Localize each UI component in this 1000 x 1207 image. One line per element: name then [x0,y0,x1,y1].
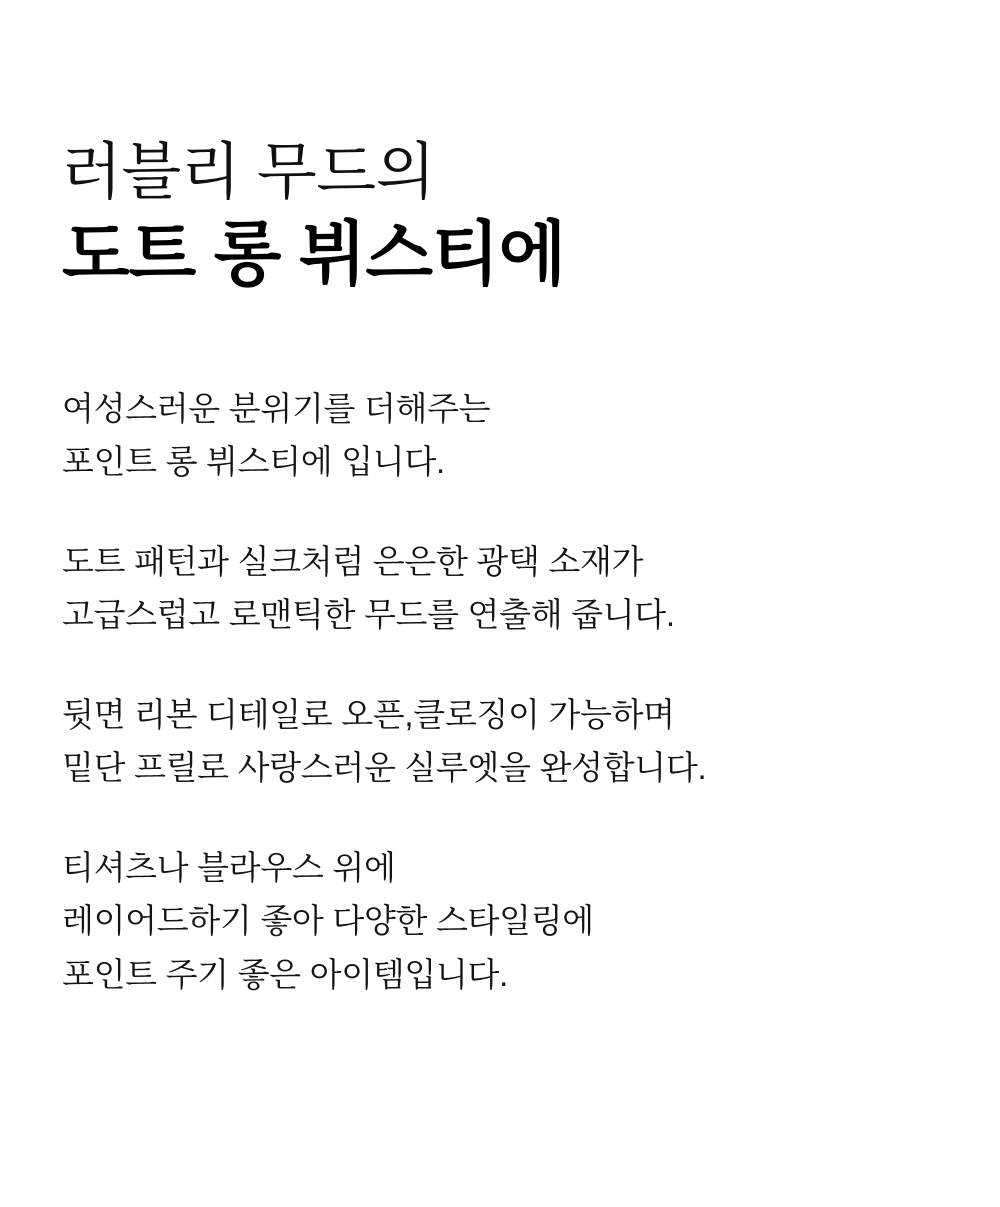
headline-title: 도트 롱 뷔스티에 [62,215,566,294]
description-line: 포인트 주기 좋은 아이템입니다. [62,955,508,993]
description-line: 레이어드하기 좋아 다양한 스타일링에 [62,902,594,940]
description-line: 밑단 프릴로 사랑스러운 실루엣을 완성합니다. [62,749,707,787]
description-paragraph [62,688,938,795]
description-line: 뒷면 리본 디테일로 오픈,클로징이 가능하며 [62,695,675,733]
page-title [62,0,938,296]
description-body [62,382,938,1001]
description-line: 고급스럽고 로맨틱한 무드를 연출해 줍니다. [62,596,675,634]
description-paragraph [62,382,938,489]
headline-subtitle: 러블리 무드의 [62,138,436,207]
description-paragraph [62,841,938,1001]
description-line: 포인트 롱 뷔스티에 입니다. [62,443,445,481]
description-line: 도트 패턴과 실크처럼 은은한 광택 소재가 [62,542,644,580]
description-paragraph [62,535,938,642]
description-line: 여성스러운 분위기를 더해주는 [62,390,491,428]
description-line: 티셔츠나 블라우스 위에 [62,848,396,886]
